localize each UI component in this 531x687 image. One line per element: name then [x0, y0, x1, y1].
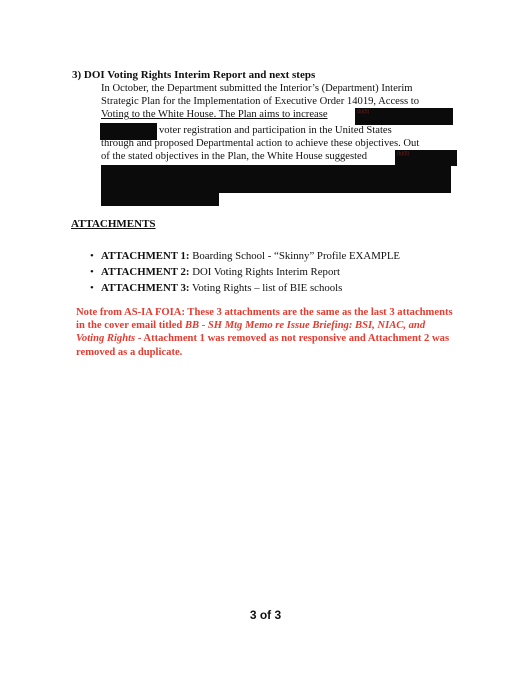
attachment-text: DOI Voting Rights Interim Report [192, 266, 340, 278]
paragraph-line: of the stated objectives in the Plan, the White House suggested [101, 151, 368, 162]
bullet-icon: • [90, 266, 94, 278]
redaction-block [101, 165, 451, 193]
foia-note-text: - Attachment 1 was removed as not responsive and Attachment 2 was removed as a duplicate. [76, 333, 450, 358]
redaction-code: (b)(5) [357, 109, 370, 115]
foia-note-email-title: BB - SH Mtg Memo re Issue Briefing: BSI, NIAC, and Voting Rights [76, 320, 426, 345]
attachment-label: ATTACHMENT 1: [101, 250, 190, 262]
attachment-item [90, 250, 400, 262]
foia-note [76, 306, 456, 359]
paragraph-line: In October, the Department submitted the Interior’s (Department) Interim [101, 83, 413, 94]
attachment-item [90, 266, 340, 278]
paragraph-line: Strategic Plan for the Implementation of Executive Order 14019, Access to [101, 96, 420, 107]
section-heading: 3) DOI Voting Rights Interim Report and next steps [72, 69, 316, 81]
paragraph-line: Voting to the White House. The Plan aims to increase [101, 109, 328, 120]
bullet-icon: • [90, 282, 94, 294]
redaction-block [355, 108, 453, 125]
foia-note-text: Note from AS-IA FOIA: These 3 attachments are the same as the last 3 attachments in the cover email titled [76, 307, 453, 332]
attachment-label: ATTACHMENT 2: [101, 266, 190, 278]
paragraph-line: voter registration and participation in the United States [159, 125, 392, 136]
attachment-item [90, 282, 342, 294]
attachment-text: Boarding School - “Skinny” Profile EXAMPLE [192, 250, 401, 262]
attachment-text: Voting Rights – list of BIE schools [192, 282, 343, 294]
redaction-code: (b)(5) [397, 151, 410, 157]
paragraph-line: through and proposed Departmental action to achieve these objectives. Out [101, 138, 420, 149]
attachment-label: ATTACHMENT 3: [101, 282, 190, 294]
bullet-icon: • [90, 250, 94, 262]
attachments-heading: ATTACHMENTS [71, 218, 156, 230]
redaction-block [101, 193, 219, 206]
page-number: 3 of 3 [249, 608, 282, 622]
